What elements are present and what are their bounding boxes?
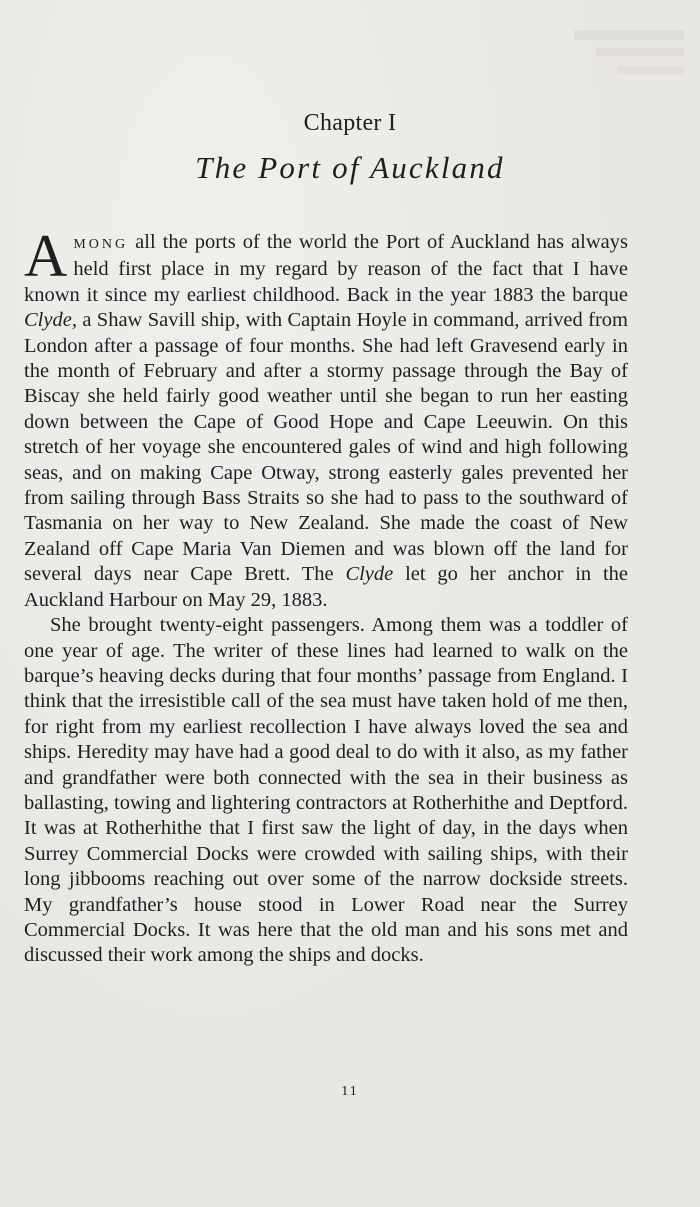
chapter-label: Chapter I	[303, 110, 397, 136]
paragraph-2: She brought twenty-eight passengers. Among them was a toddler of one year of age. The writer of these lines had learned to walk on the barque’s heaving decks during that four months’ passage from England. I think that the irresistible call of the sea must have taken hold of me then, for right from my earliest recollection I have always loved the sea and ships. Heredity may have had a good deal to do with it also, as my father and grandfather were both connected with the sea in their business as ballasting, towing and lightering contractors at Rotherhithe and Deptford. It was at Rotherhithe that I first saw the light of day, in the days when Surrey Commercial Docks were crowded with sailing ships, with their long jibbooms reaching out over some of the narrow dockside streets. My grandfather’s house stood in Lower Road near the Surrey Commercial Docks. It was here that the old man and his sons met and discussed their work among the ships and docks.	[24, 614, 628, 967]
opening-small-caps: MONG	[73, 237, 129, 252]
paragraph-1-text-c: let go her anchor in the Auckland Harbour on May 29, 1883.	[24, 563, 628, 611]
chapter-title: The Port of Auckland	[195, 150, 505, 185]
show-through-bleed	[574, 30, 684, 74]
paragraph-1-text-b: a Shaw Savill ship, with Captain Hoyle in command, arrived from London after a passage of four months. She had left Gravesend early in the month of February and after a stormy passage through the Bay of Biscay she held fairly good weather until she began to run her easting down between the Cape of Good Hope and Cape Leeuwin. On this stretch of her voyage she encountered gales of wind and high following seas, and on making Cape Otway, strong easterly gales prevented her from sailing through Bass Straits so she had to pass to the southward of Tasmania on her way to New Zealand. She made the coast of New Zealand off Cape Maria Van Diemen and was blown off the land for several days near Cape Brett. The	[24, 309, 628, 586]
drop-cap: A	[24, 223, 68, 289]
body-text	[24, 223, 628, 969]
ship-name-italic: Clyde,	[24, 309, 77, 332]
page-number: 11	[341, 1084, 359, 1099]
paragraph-1-text-a: all the ports of the world the Port of Auckland has always held first place in my regard by reason of the fact that I have known it since my earliest childhood. Back in the year 1883 the barque	[24, 231, 628, 306]
ship-name-italic: Clyde	[345, 563, 394, 586]
paragraph-1	[24, 223, 628, 613]
